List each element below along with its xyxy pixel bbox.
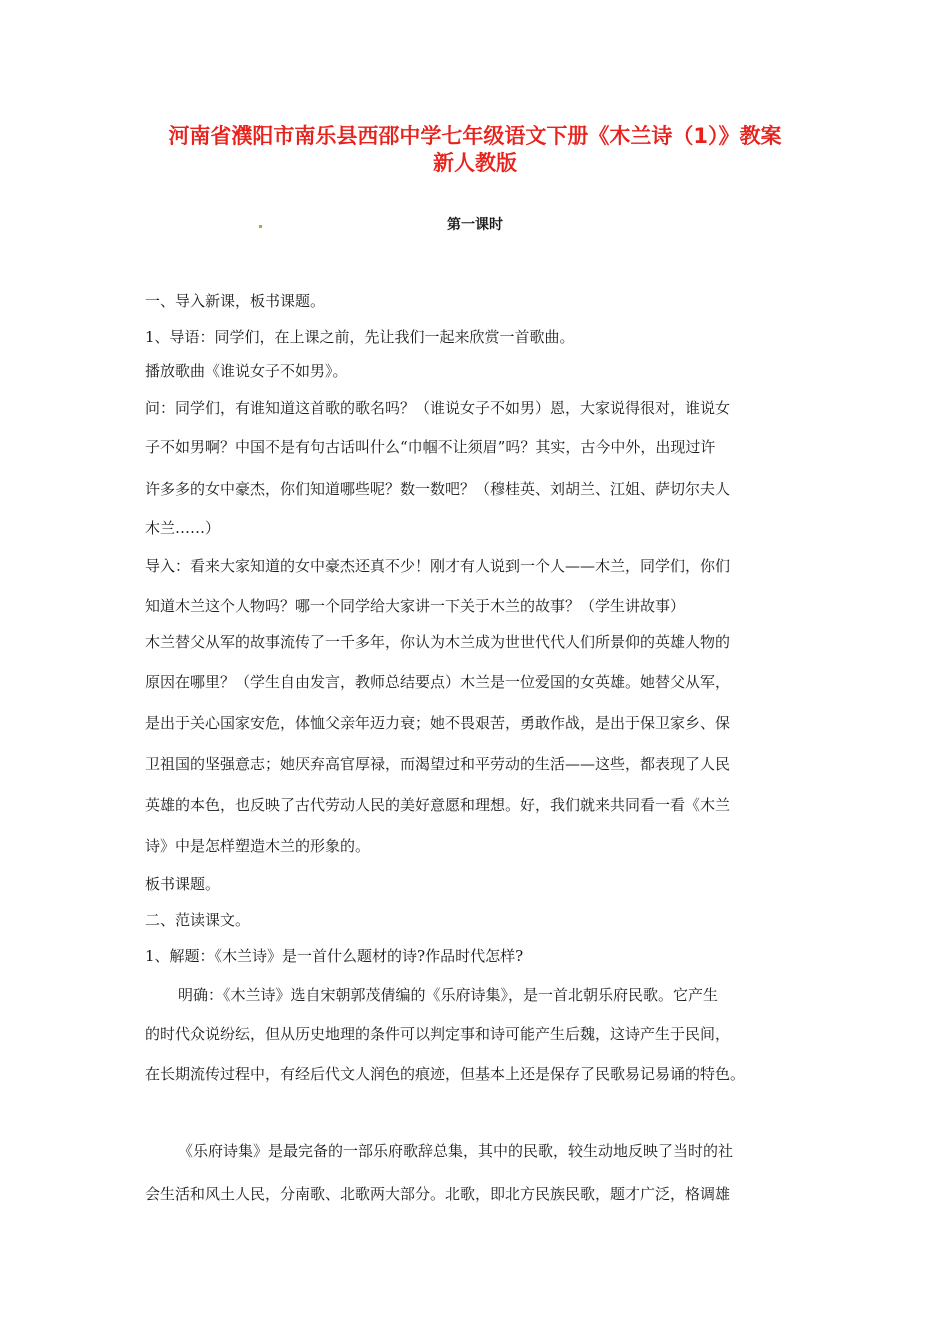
body-line: 二、范读课文。	[145, 911, 251, 929]
document-title-line-2: 新人教版	[433, 151, 517, 175]
body-line: 知道木兰这个人物吗？哪一个同学给大家讲一下关于木兰的故事？（学生讲故事）	[145, 597, 686, 615]
body-line: 1、解题：《木兰诗》是一首什么题材的诗?作品时代怎样?	[145, 947, 524, 965]
body-line: 明确：《木兰诗》选自宋朝郭茂倩编的《乐府诗集》，是一首北朝乐府民歌。它产生	[178, 986, 719, 1004]
body-line: 《乐府诗集》是最完备的一部乐府歌辞总集，其中的民歌，较生动地反映了当时的社	[178, 1142, 734, 1160]
body-line: 木兰……）	[145, 519, 221, 537]
body-line: 木兰替父从军的故事流传了一千多年，你认为木兰成为世世代代人们所景仰的英雄人物的	[145, 633, 731, 651]
document-title-line-1: 河南省濮阳市南乐县西邵中学七年级语文下册《木兰诗（1）》教案	[168, 124, 782, 148]
body-line: 播放歌曲《谁说女子不如男》。	[145, 362, 348, 380]
lesson-subtitle: 第一课时	[447, 217, 503, 233]
body-line: 是出于关心国家安危，体恤父亲年迈力衰；她不畏艰苦，勇敢作战，是出于保卫家乡、保	[145, 714, 731, 732]
body-line: 问：同学们，有谁知道这首歌的歌名吗？（谁说女子不如男）恩，大家说得很对，谁说女	[145, 399, 731, 417]
body-line: 诗》中是怎样塑造木兰的形象的。	[145, 837, 371, 855]
body-line: 英雄的本色，也反映了古代劳动人民的美好意愿和理想。好，我们就来共同看一看《木兰	[145, 796, 731, 814]
body-line: 导入：看来大家知道的女中豪杰还真不少！刚才有人说到一个人——木兰，同学们，你们	[145, 557, 731, 575]
body-line: 许多多的女中豪杰，你们知道哪些呢？数一数吧？（穆桂英、刘胡兰、江姐、萨切尔夫人	[145, 480, 731, 498]
body-line: 卫祖国的坚强意志；她厌弃高官厚禄，而渴望过和平劳动的生活——这些，都表现了人民	[145, 755, 731, 773]
body-line: 板书课题。	[145, 875, 221, 893]
body-line: 1、导语：同学们，在上课之前，先让我们一起来欣赏一首歌曲。	[145, 328, 575, 346]
body-line: 子不如男啊？中国不是有句古话叫什么“巾帼不让须眉”吗？其实，古今中外，出现过许	[145, 438, 716, 456]
body-line: 原因在哪里？（学生自由发言，教师总结要点）木兰是一位爱国的女英雄。她替父从军，	[145, 673, 731, 691]
body-line: 一、导入新课，板书课题。	[145, 292, 326, 310]
body-line: 的时代众说纷纭，但从历史地理的条件可以判定事和诗可能产生后魏，这诗产生于民间，	[145, 1025, 731, 1043]
body-line: 在长期流传过程中，有经后代文人润色的痕迹，但基本上还是保存了民歌易记易诵的特色。	[145, 1065, 746, 1083]
body-line: 会生活和风土人民，分南歌、北歌两大部分。北歌，即北方民族民歌，题才广泛，格调雄	[145, 1185, 731, 1203]
